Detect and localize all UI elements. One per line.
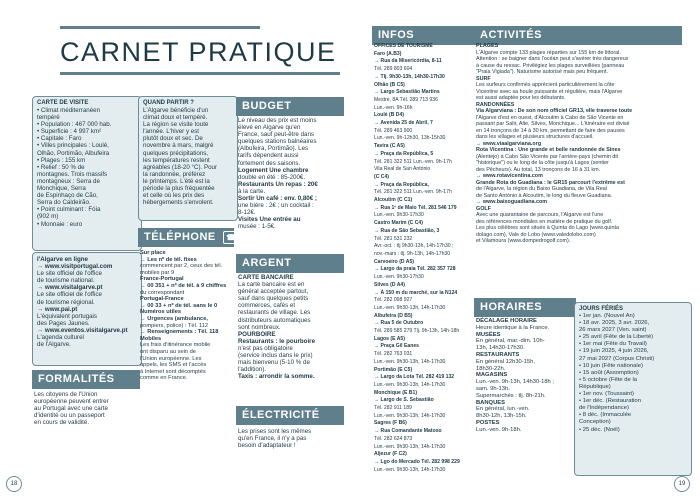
- text-line: MUSÉES: [476, 331, 501, 338]
- web-links-box: [32, 252, 142, 366]
- text-line: restaurants de village. Les: [238, 309, 311, 317]
- text-line: CARTE BANCAIRE: [238, 274, 294, 281]
- text-line: de tourisme régional.: [37, 298, 95, 306]
- text-line: la randonnée, préférez: [143, 170, 206, 178]
- text-line: → À 150 m du marché, sur la N124: [374, 289, 458, 296]
- text-line: • 1er jan. (Nouvel An): [579, 313, 635, 319]
- text-line: Lun.-ven. 9h-16h: [374, 104, 413, 111]
- text-line: • Superficie : 4 997 km²: [37, 128, 102, 136]
- text-line: plutôt doux et sec. De: [143, 135, 203, 143]
- text-line: • 15 août (Assomption): [579, 369, 639, 376]
- text-line: Grande Rota do Guadiana : le GR15 parcourt l'extrême est: [476, 179, 625, 186]
- text-line: → Praça da República,: [374, 181, 429, 188]
- phone-icon: ☎: [223, 231, 239, 244]
- text-line: dans les villages et plusieurs structures d'accueil.: [476, 134, 594, 140]
- text-line: Via Algarviana : De son nom officiel GR13, elle traverse toute: [476, 108, 633, 114]
- text-line: • 1er mai (Fête du Travail): [579, 341, 647, 348]
- text-line: (service inclus dans le prix): [238, 352, 313, 360]
- infos-text: [374, 43, 478, 474]
- text-line: sam. 9h-13h.: [476, 385, 510, 392]
- text-line: 26 mars 2027 (Ven. saint): [579, 327, 647, 334]
- text-line: • 25 avril (Fête de la Liberté): [579, 334, 654, 341]
- horaires-heading: HORAIRES: [474, 298, 576, 317]
- text-line: en cours de validité.: [34, 419, 90, 427]
- text-line: → Largo da Lota Tél. 282 419 132: [374, 374, 455, 381]
- text-line: → Rua 5 de Outubro: [374, 320, 424, 327]
- text-line: → Avenida 25 de Abril, 7: [374, 120, 433, 127]
- text-line: Numéros utiles: [140, 309, 182, 316]
- text-line: distributeurs automatiques: [238, 316, 311, 324]
- text-line: "historique") ou le long de la côte jusqu'à Lagos (sentier: [476, 160, 609, 166]
- title-block: [60, 26, 342, 78]
- text-line: Lun.-ven. 9h-18h.: [476, 426, 522, 433]
- text-line: • 8 déc. (Immaculée: [579, 412, 632, 419]
- activites-heading: ACTIVITÉS: [474, 26, 682, 45]
- text-line: sont nombreux.: [238, 323, 281, 331]
- text-line: Attention : se baigner dans l'océan peut s'avérer très dangereux: [476, 56, 629, 62]
- text-line: • 5 octobre (Fête de la: [579, 376, 638, 383]
- text-line: → Largo de S. Sebastião: [374, 397, 434, 404]
- quand-partir-heading: QUAND PARTIR ?: [143, 100, 194, 106]
- text-line: Le site officiel de l'office: [37, 291, 102, 299]
- text-line: • 18 avr. 2025, 3 avr. 2026,: [579, 320, 650, 327]
- text-line: l'Union européenne. Les: [140, 355, 202, 362]
- quand-partir-text: [143, 107, 233, 206]
- text-line: POURBOIRE: [238, 330, 276, 338]
- text-line: Lagos (E A5): [374, 335, 405, 342]
- text-line: Lun.-ven. 9h30-13h, 14h-17h30: [374, 412, 446, 419]
- text-line: Olhão, Portimão, Albufeira: [37, 149, 110, 157]
- text-line: l'Algarve d'est en ouest, d'Alcoutim à Cabo de São Vicente en: [476, 114, 624, 121]
- text-line: (C C4): [374, 173, 389, 180]
- text-line: Tél. 289 585 279 Tlj. 9h-13h, 14h-18h: [374, 328, 460, 335]
- text-line: • 19 juin 2025, 4 juin 2026,: [579, 348, 649, 355]
- text-line: Olhão (B C5): [374, 81, 405, 88]
- text-line: Visites Une entrée au: [238, 216, 301, 224]
- text-line: MAGASINS: [476, 372, 508, 379]
- text-line: Tél. 281 322 511 Lun.-ven. 9h-17h: [374, 189, 452, 196]
- text-line: double en été : 85-200€.: [238, 173, 306, 181]
- electricite-text: [238, 428, 348, 449]
- text-line: → 00 33 + nº de tél. sans le 0: [140, 302, 218, 309]
- text-line: → Rua de São Sebastião, 3: [374, 227, 440, 234]
- text-line: Heure identique à la France.: [476, 324, 550, 331]
- text-line: appels, les SMS et l'accès: [140, 362, 207, 369]
- text-line: Serra do Caldeirão.: [37, 199, 91, 207]
- text-line: En général, mar.-dim. 10h-: [476, 338, 545, 345]
- carte-de-visite-list: [37, 107, 137, 228]
- text-line: • 1er nov. (Toussaint): [579, 391, 634, 398]
- text-line: France-Portugal: [140, 276, 184, 283]
- text-line: Portugal-France: [140, 296, 184, 303]
- text-line: Lun.-ven. 9h30-13h, 14h-17h30: [374, 304, 446, 311]
- text-line: → www.pai.pt: [37, 305, 78, 313]
- jours-feries-heading: JOURS FÉRIÉS: [579, 306, 624, 312]
- jours-feries-box: [574, 302, 692, 476]
- text-line: → Urgences (ambulance,: [140, 315, 208, 322]
- text-line: de l'Algarve.: [37, 341, 71, 349]
- text-line: Les surfeurs confirmés apprécient particulièrement la côte: [476, 82, 615, 88]
- text-line: → www.rotavicentina.com: [476, 173, 543, 179]
- telephone-text: [140, 250, 235, 382]
- text-line: Logement Une chambre: [238, 166, 309, 174]
- text-line: climat doux et tempéré.: [143, 114, 208, 122]
- text-line: → Rua Comandante Matoso: [374, 428, 442, 435]
- text-line: République): [579, 383, 611, 390]
- text-line: qu'en France, il n'y a pas: [238, 435, 307, 443]
- text-line: à Internet sont décomptés: [140, 368, 206, 375]
- text-line: Sagres (F B6): [374, 420, 407, 427]
- text-line: → Rua 1º de Maio Tél. 281 546 179: [374, 204, 457, 211]
- text-line: → Praça Gil Eanes: [374, 343, 420, 350]
- text-line: → Les nº de tél. fixes: [140, 256, 197, 263]
- text-line: → Largo da praia Tél. 282 357 728: [374, 266, 456, 273]
- text-line: • Villes principales : Loulé,: [37, 142, 109, 150]
- text-line: ont disparu au sein de: [140, 348, 196, 355]
- text-line: RESTAURANTS: [476, 351, 520, 358]
- text-line: tarifs dépendent aussi: [238, 152, 299, 160]
- text-line: POSTES: [476, 419, 500, 426]
- text-line: Lun.-ven. 9h30-17h30: [374, 212, 424, 219]
- text-line: Vicentine avec sa houle puissante et régulière, mais l'Algarve: [476, 88, 623, 95]
- text-line: Rota Vicentina : Une grande et belle randonnée de Sines: [476, 147, 621, 153]
- electricite-heading: ÉLECTRICITÉ: [236, 406, 344, 425]
- text-line: (Albufeira, Portimão). Les: [238, 145, 309, 153]
- text-line: Albufeira (D B5): [374, 312, 413, 319]
- text-line: et Vilamoura (www.dompedrogolf.com).: [476, 238, 571, 244]
- text-line: → Renseignements : Tél. 118: [140, 329, 219, 336]
- text-line: Vila Real de San António: [374, 166, 431, 173]
- horaires-text: [476, 318, 576, 434]
- text-line: une bière : 2€ ; un cocktail :: [238, 202, 314, 210]
- text-line: des Pêcheurs). Au total, 13 tronçons de 16 à 31 km.: [476, 166, 601, 173]
- text-line: mais bienvenu (5-10 % de: [238, 359, 310, 367]
- text-line: de Santo António à Alcoutim, le long du fleuve Guadiana.: [476, 192, 613, 199]
- text-line: Silves (D A4): [374, 281, 405, 288]
- text-line: européenne peuvent entrer: [34, 398, 109, 406]
- text-line: Les prises sont les mêmes: [238, 428, 312, 435]
- text-line: fortement des saisons.: [238, 159, 301, 167]
- text-line: Restaurants Un repas : 20€: [238, 180, 318, 188]
- text-line: Avr.-oct. : tlj 9h30-13h, 14h-17h30 ;: [374, 243, 454, 250]
- text-line: Le niveau des prix est moins: [238, 117, 317, 124]
- text-line: L'Algarve compte 133 plages réparties sur 155 km de littoral.: [476, 49, 621, 56]
- text-line: Lun.-ven. 9h30-13h, 14h-17h30: [374, 466, 446, 473]
- text-line: (902 m): [37, 213, 59, 221]
- text-line: • Plages : 155 km: [37, 156, 86, 164]
- infos-heading: INFOS: [372, 26, 474, 45]
- text-line: → 00 351 + nº de tél. à 9 chiffres: [140, 282, 227, 289]
- text-line: n'est pas obligatoire: [238, 344, 293, 352]
- page-number-left: 18: [6, 476, 22, 492]
- text-line: RANDONNÉES: [476, 101, 515, 108]
- text-line: Tél. 281 322 511 Lun.-ven. 9h-17h: [374, 158, 452, 165]
- text-line: 8h30-12h, 13h-15h.: [476, 413, 527, 420]
- text-line: de Espinhaço de Cão,: [37, 192, 98, 200]
- text-line: Monchique (E B1): [374, 389, 418, 396]
- activites-text: [476, 43, 690, 245]
- telephone-heading: [138, 228, 237, 247]
- text-line: pompiers, police) : Tél. 112: [140, 322, 209, 329]
- text-line: en 14 tronçons de 14 à 30 km, permettant de faire des pauses: [476, 127, 625, 134]
- text-line: des références mondiales en matière de pratique du golf.: [476, 218, 613, 225]
- text-line: comme en France.: [140, 375, 188, 382]
- text-line: → Tlj. 9h30-13h, 14h30-17h30: [374, 73, 445, 80]
- text-line: • Climat méditerranéen: [37, 107, 101, 114]
- text-line: Tél. 282 763 031: [374, 351, 413, 358]
- text-line: OFFICES DE TOURISME: [374, 43, 433, 49]
- text-line: tempéré: [37, 114, 60, 122]
- text-line: Castro Marim (C C4): [374, 220, 423, 227]
- text-line: général acceptée partout,: [238, 288, 309, 296]
- text-line: → www.visitportugal.com: [37, 263, 113, 271]
- text-line: nov.-mars : tlj. 9h-13h, 14h-17h30: [374, 250, 451, 257]
- text-line: au Portugal avec une carte: [34, 405, 108, 413]
- title-top-rule: [60, 26, 260, 29]
- text-line: 27 mai 2027 (Corpus Christi): [579, 355, 655, 362]
- text-line: Tél. 289 803 604: [374, 66, 413, 73]
- text-line: • Relief : 50 % de: [37, 163, 85, 171]
- text-line: En général 12h30-15h,: [476, 358, 535, 365]
- text-line: Aljezur (F C2): [374, 451, 407, 458]
- text-line: La région se visite toute: [143, 121, 209, 129]
- text-line: Lun.-ven. 9h30-13h, 14h-17h30: [374, 381, 446, 388]
- carte-de-visite-heading: CARTE DE VISITE: [37, 100, 89, 106]
- text-line: d'identité ou un passeport: [34, 412, 105, 420]
- text-line: du correspondant: [140, 289, 185, 296]
- text-line: France, sauf peut-être dans: [238, 131, 315, 139]
- text-line: 18h30-22h.: [476, 365, 506, 372]
- text-line: L'agenda culturel: [37, 334, 84, 342]
- text-line: • 1er déc. (Restauration: [579, 398, 641, 405]
- argent-heading: ARGENT: [236, 254, 344, 273]
- text-line: Portimão (E C5): [374, 366, 413, 373]
- text-line: le printemps. L'été est la: [143, 177, 210, 185]
- web-links-list: [37, 256, 137, 348]
- text-line: Tél. 289 463 900: [374, 127, 413, 134]
- quand-partir-box: [138, 96, 238, 221]
- text-line: dolago.com), Vale do Lobo (www.valedolobo.com): [476, 231, 596, 238]
- text-line: 13h, 14h30-17h30.: [476, 345, 525, 352]
- text-line: Lun.-ven. 9h-13h, 14h30-18h ;: [476, 379, 554, 386]
- text-line: → www.visitalgarve.pt: [37, 284, 103, 292]
- argent-text: [238, 274, 348, 380]
- text-line: Mestre, 8A Tél. 289 713 936: [374, 96, 438, 103]
- text-line: L'Algarve bénéficie d'un: [143, 107, 209, 114]
- text-line: → Rua da Misericórdia, 8-11: [374, 58, 442, 65]
- right-page: [350, 0, 700, 496]
- text-line: Tél. 282 624 873: [374, 435, 413, 442]
- title-bottom-rule: [60, 72, 340, 75]
- text-line: Tél. 282 098 927: [374, 297, 413, 304]
- text-line: besoin d'adaptateur !: [238, 442, 296, 450]
- text-line: • Point culminant : Fóia: [37, 206, 101, 214]
- text-line: musée : 1-5€.: [238, 223, 276, 231]
- text-line: commencent par 2, ceux des tél.: [140, 263, 223, 270]
- text-line: Loulé (B D4): [374, 112, 404, 119]
- text-line: Lun.-ven. 9h-12h30, 13h-15h30: [374, 135, 446, 142]
- text-line: l'année. L'hiver y est: [143, 128, 200, 136]
- text-line: montagnes. Trois massifs: [37, 170, 108, 178]
- text-line: Les frais d'itinérance mobile: [140, 342, 211, 349]
- text-line: DÉCALAGE HORAIRE: [476, 318, 537, 324]
- page-number-right: 19: [674, 476, 690, 492]
- text-line: des Pages Jaunes.: [37, 319, 90, 327]
- text-line: mobiles par 9: [140, 269, 175, 276]
- text-line: quelques stations balnéaires: [238, 138, 317, 146]
- budget-text: [238, 117, 348, 231]
- formalites-heading: FORMALITÉS: [32, 370, 140, 389]
- text-line: (Alentejo) à Cabo São Vicente par l'arrière-pays (chemin dit: [476, 153, 619, 160]
- text-line: • Capitale : Faro: [37, 135, 82, 143]
- text-line: Faro (A.B3): [374, 50, 402, 57]
- text-line: L'équivalent portugais: [37, 312, 98, 320]
- text-line: sauf dans quelques petits: [238, 295, 309, 303]
- text-line: Supermarchés : tlj. 8h-21h.: [476, 392, 546, 399]
- text-line: les températures restent: [143, 156, 210, 164]
- telephone-heading-label: TÉLÉPHONE: [144, 231, 216, 243]
- text-line: Lun.-ven. 9h30-13h, 14h-17h30: [374, 443, 446, 450]
- text-line: SURF: [476, 75, 491, 82]
- text-line: l'addition).: [238, 366, 267, 374]
- text-line: à cause du ressac. Privilégiez les plages surveillées (panneau: [476, 62, 625, 69]
- text-line: novembre à mars, malgré: [143, 142, 214, 150]
- formalites-text: [34, 391, 139, 426]
- text-line: → Largo Sebastião Martins: [374, 89, 440, 96]
- text-line: → www.viaalgarviana.org: [476, 140, 542, 147]
- text-line: 8-12€.: [238, 209, 256, 217]
- text-line: "Praia Vigiada"). Naturisme autorisé mais peu fréquent.: [476, 69, 608, 75]
- jours-feries-list: [579, 313, 687, 434]
- text-line: → Praça da República, 5: [374, 150, 434, 157]
- text-line: Monchique, Serra: [37, 185, 86, 193]
- text-line: • Monnaie : euro: [37, 220, 83, 228]
- text-line: BANQUES: [476, 399, 505, 406]
- text-line: Alcoutim (C C1): [374, 197, 413, 204]
- text-line: quelques précipitations,: [143, 149, 209, 157]
- text-line: élevé en Algarve qu'en: [238, 124, 301, 132]
- text-line: • 25 déc. (Noël): [579, 426, 620, 433]
- text-line: commerces, cafés et: [238, 302, 296, 310]
- text-line: • 10 juin (Fête nationale): [579, 362, 643, 369]
- text-line: et celle où les prix des: [143, 192, 205, 200]
- text-line: agréables (18-20 °C). Pour: [143, 163, 218, 171]
- text-line: Restaurants : le pourboire: [238, 337, 316, 345]
- text-line: Lun.-ven. 9h30-17h30: [374, 274, 424, 281]
- text-line: Sur place: [140, 250, 166, 256]
- text-line: → www.baixoguadiana.com: [476, 199, 548, 205]
- text-line: Carvoeiro (D A5): [374, 258, 415, 265]
- budget-heading: BUDGET: [236, 97, 344, 116]
- text-line: est aussi adaptée pour les débutants.: [476, 95, 566, 101]
- text-line: Tavira (C A5): [374, 143, 405, 150]
- carte-de-visite-box: [32, 96, 142, 251]
- text-line: PLAGES: [476, 43, 499, 49]
- text-line: période la plus fréquentée: [143, 185, 215, 193]
- text-line: montagneux : Serra de: [37, 177, 100, 185]
- text-line: Le site officiel de l'office: [37, 270, 102, 278]
- text-line: Tél. 281 531 232: [374, 235, 413, 242]
- text-line: Conception): [579, 419, 611, 426]
- text-line: Les plus célèbres sont situés à Quinta do Lago (www.quinta: [476, 225, 619, 231]
- text-line: Tél. 282 911 189: [374, 405, 412, 412]
- text-line: Taxis : arrondir la somme.: [238, 373, 315, 381]
- text-line: de tourisme national.: [37, 277, 95, 285]
- text-line: → Lgo do Mercado Tél. 282 998 229: [374, 458, 460, 465]
- text-line: En général, lun.-ven.: [476, 406, 530, 413]
- text-line: l'Algarve en ligne: [37, 256, 88, 263]
- text-line: Les citoyens de l'Union: [34, 391, 98, 398]
- page-title: CARNET PRATIQUE: [60, 37, 337, 67]
- text-line: de l'Indépendance): [579, 405, 629, 412]
- text-line: Mobiles: [140, 335, 162, 342]
- text-line: Lun.-ven. 9h30-13h, 14h-17h30: [374, 358, 446, 365]
- text-line: → www.eventos.visitalgarve.pt: [37, 326, 128, 334]
- text-line: La carte bancaire est en: [238, 281, 305, 289]
- text-line: • Population : 467 000 hab.: [37, 121, 112, 129]
- text-line: passant par Salir, Alte, Silves, Monchique... L'itinéraire est divisé: [476, 121, 630, 127]
- text-line: Avec une quarantaine de parcours, l'Algarve est l'une: [476, 212, 604, 218]
- text-line: Sortir Un café : env. 0,80€ ;: [238, 195, 317, 203]
- text-line: de l'Algarve, la région du Baixo Guadiana, de Vila Real: [476, 186, 607, 192]
- text-line: hébergements s'envolent.: [143, 199, 214, 207]
- text-line: GOLF: [476, 205, 491, 212]
- text-line: à la carte.: [238, 187, 266, 195]
